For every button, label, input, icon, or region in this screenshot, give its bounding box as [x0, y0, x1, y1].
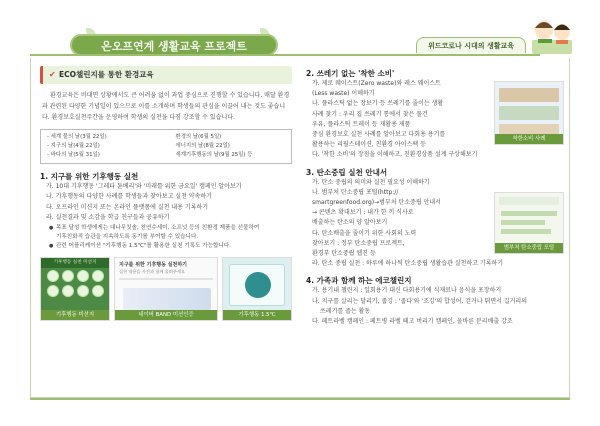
- subsection-banner: [40, 66, 292, 84]
- list-item: 나. 기후행동의 다양한 사례를 학생들과 찾아보고 실천 약속하기: [46, 193, 212, 201]
- photo-caption: 네이버 BAND 미션인증: [115, 310, 217, 320]
- bullet-icon: ●: [49, 242, 54, 249]
- portal-bar: [501, 211, 557, 216]
- photo-caption: 착한소비 사례: [495, 134, 563, 144]
- days-column-2: [176, 133, 285, 160]
- app-logo-icon: [245, 272, 271, 298]
- day-item: - 지구의 날(4월 22일): [47, 143, 100, 149]
- list-item: (Less waste) 이해하기: [312, 90, 375, 98]
- photo-title: 지구를 위한 기후행동 실천하기: [119, 261, 188, 268]
- portal-header: [499, 197, 559, 205]
- shelf-image: [499, 124, 559, 134]
- list-item: 가. 용기내 챌린지 : 일회용기 대신 다회용기에 식재료나 음식을 포장하기: [312, 287, 502, 295]
- carbon-portal-photo: [494, 192, 564, 254]
- mission-sheet-photo: [40, 257, 110, 321]
- right-column: [306, 66, 564, 327]
- bullet-note: ● 목표 달성 학생에게는 대나무칫솔, 천연수세미, 소프넛 등의 친환경 제품을 선물하여: [49, 224, 260, 231]
- photo-header: 기후행동 실천 미션지: [41, 258, 109, 268]
- photo-row: [40, 257, 292, 321]
- day-item: - 바다의 날(5월 31일): [47, 152, 100, 158]
- shelf-image: [499, 88, 559, 102]
- days-column-1: [47, 133, 176, 160]
- list-item: 나. 지구를 살리는 달리기, 줍깅 : '줍다'와 '조깅'의 합성어, 걷거나 뛰면서 길거리의: [312, 297, 527, 305]
- section-3-list: [306, 178, 490, 260]
- list-item: 배출하는 탄소의 양 알아보기: [312, 219, 388, 227]
- band-mission-photo: [114, 257, 218, 321]
- section-2-body: [306, 79, 564, 150]
- day-item: 에너지의 날(8월 22일): [175, 143, 230, 149]
- list-item: 찾아보기 : 정부 탄소중립 프로젝트,: [312, 239, 405, 247]
- footer-divider: [30, 398, 570, 400]
- app-photo: [222, 257, 292, 321]
- list-item: 가. 제로 웨이스트(Zero waste)와 레스 웨이스트: [312, 80, 441, 87]
- divider: [119, 278, 213, 280]
- section-tab: 위드코로나 시대의 생활교육: [416, 37, 526, 53]
- students-mascot-icon: [526, 10, 578, 58]
- day-item: 세계기후행동의 날(9월 25일) 등: [175, 152, 253, 158]
- photo-caption: 기후행동 1.5℃: [223, 310, 291, 320]
- header-divider: [30, 54, 540, 56]
- photo-caption: 기후행동 미션지: [41, 310, 109, 320]
- day-item: 환경의 날(6월 5일): [175, 134, 222, 140]
- bullet-icon: ●: [49, 224, 54, 231]
- left-column: [40, 66, 292, 321]
- section-2-heading: 2. 쓰레기 없는 '착한 소비': [306, 69, 395, 78]
- bullet-note: 기후친화적 습관을 지속하도록 동기를 부여할 수 있습니다.: [56, 233, 199, 240]
- section-3-heading: 3. 탄소중립 실천 안내서: [306, 167, 388, 177]
- section-1-heading: 1. 지구를 위한 기후행동 실천: [40, 172, 139, 181]
- list-item: 다. 페트라벨 캠페인 : 페트병 라벨 떼고 버리기 캠페인, 올바른 분리배출 강조: [312, 318, 513, 326]
- good-consumption-photo: [494, 81, 564, 145]
- list-item: 중심 환경보호 실천 사례를 알아보고 다회용 용기를: [312, 131, 446, 139]
- list-item: 환경부 탄소중립 웹진 등: [312, 250, 376, 258]
- list-item: 가. 10대 기후행동 '그레타 툰베리'와 '미래를 위한 금요일' 캠페인 알아보기: [46, 183, 242, 190]
- section-4-heading: 4. 가족과 함께 하는 에코챌린지: [306, 276, 412, 286]
- list-item: 다. 오프라인 미션지 또는 온라인 플랫폼에 실천 내용 기록하기: [46, 203, 209, 211]
- day-item: - 세계 물의 날(3월 22일): [47, 134, 107, 140]
- environment-days-box: [40, 129, 292, 164]
- list-item: 나. 플라스틱 없는 장보기 등 쓰레기를 줄이는 생활: [312, 100, 444, 108]
- intro-paragraph: 환경교육은 비대면 상황에서도 큰 어려움 없이 과업 중심으로 진행할 수 있습니다. 매달 환경과 관련된 다양한 기념일이 있으므로 이를 소개하며 학생들의 관심을 이끌어 내는 것도 좋습니다. 환경보호실천주간을 운영하여 학생의 실천을 다짐 강조할 수 있습니다.: [42, 92, 290, 121]
- list-item: 활용하는 리필스테이션, 친환경 아이스팩 등: [312, 141, 426, 149]
- list-item: 우유, 플라스틱 트레이 등 재활용 제품: [312, 120, 411, 128]
- bullet-note: ● 관련 어플리케이션 "기후행동 1.5℃"를 활용한 실천 기록도 가능합니다.: [49, 242, 232, 249]
- shelf-image: [499, 106, 559, 120]
- list-item: 쓰레기를 줍는 활동: [320, 307, 371, 315]
- photo-image: [123, 288, 211, 310]
- section-2-list: [306, 79, 490, 150]
- sticker-grid: [47, 270, 104, 297]
- list-item: 나. 범부처 탄소중립 포털(http://: [312, 188, 399, 196]
- photo-subtitle: 실천 내용을 사진과 함께 올려주세요: [119, 268, 186, 274]
- list-item: 사례 찾기 : 우리 집 쓰레기 통에서 찾은 물건: [312, 110, 428, 118]
- list-item: 다. '착한 소비'의 장점을 이해하고, 친환경상품 설계 구상해보기: [312, 151, 478, 159]
- subsection-title: ECO챌린지를 통한 환경교육: [59, 70, 154, 79]
- page-title: 온오프연계 생활교육 프로젝트: [70, 34, 278, 56]
- portal-bar: [501, 229, 551, 234]
- list-item: 가. 탄소 중립의 의미와 실천 필요성 이해하기: [312, 178, 430, 186]
- list-item: 다. 탄소배출을 줄이기 위한 사회의 노력: [312, 229, 417, 237]
- list-item: 라. 실천결과 및 소감을 학급 친구들과 공유하기: [46, 214, 170, 222]
- list-item: smartgreenfood.org)→범부처 탄소중립 안내서: [312, 199, 441, 207]
- section-3-body: [306, 178, 564, 260]
- list-item: 라. 탄소 중립 실천 : 하루에 하나씩 탄소중립 생활습관 실천하고 기록하기: [312, 260, 504, 268]
- photo-caption: 범부처 탄소중립 포털: [495, 243, 563, 253]
- list-item: → 콘텐츠 확대보기 : 내가 한 끼 식사로: [312, 209, 414, 217]
- portal-bar: [501, 220, 545, 225]
- checkmark-icon: ✔: [49, 70, 56, 79]
